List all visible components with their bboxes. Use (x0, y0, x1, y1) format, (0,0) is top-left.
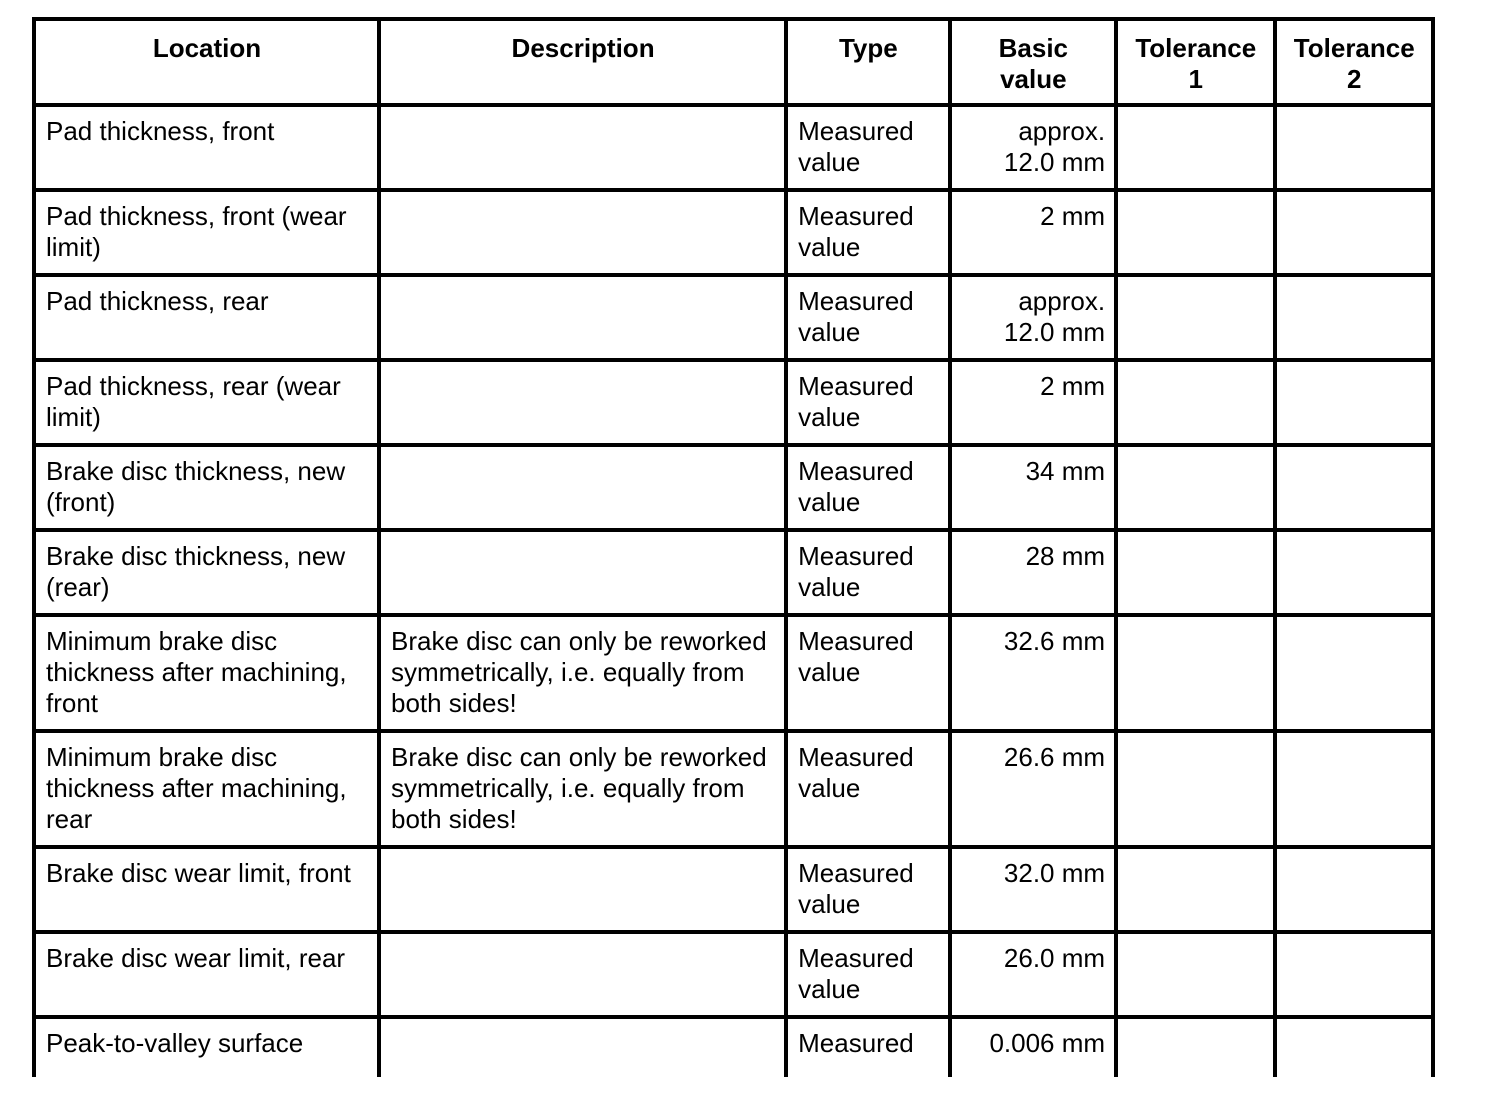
location-cell: Brake disc wear limit, front (34, 847, 379, 932)
type-cell: Measured value (786, 275, 949, 360)
basic-value-cell: approx. 12.0 mm (950, 275, 1116, 360)
table-row (34, 530, 1433, 615)
tolerance-1-cell (1116, 847, 1274, 932)
type-cell: Measured value (786, 360, 949, 445)
description-cell (379, 847, 786, 932)
tolerance-1-cell (1116, 530, 1274, 615)
basic-value-cell: 2 mm (950, 360, 1116, 445)
header-tolerance-1-line2: 1 (1188, 64, 1204, 94)
table-row (34, 190, 1433, 275)
table-row (34, 731, 1433, 847)
table-row (34, 445, 1433, 530)
basic-value-cell: 32.6 mm (950, 615, 1116, 731)
table-row (34, 360, 1433, 445)
basic-value-cell: 26.6 mm (950, 731, 1116, 847)
spec-table-container (32, 17, 1435, 1077)
location-cell: Minimum brake disc thickness after machining, rear (34, 731, 379, 847)
basic-value-cell: 0.006 mm (950, 1017, 1116, 1077)
header-type: Type (786, 19, 949, 105)
table-row (34, 932, 1433, 1017)
header-description: Description (379, 19, 786, 105)
tolerance-2-cell (1275, 932, 1434, 1017)
location-cell: Brake disc thickness, new (front) (34, 445, 379, 530)
location-cell: Peak-to-valley surface (34, 1017, 379, 1077)
type-cell: Measured value (786, 847, 949, 932)
header-tolerance-1-line1: Tolerance (1135, 33, 1257, 63)
description-cell (379, 445, 786, 530)
location-cell: Brake disc wear limit, rear (34, 932, 379, 1017)
type-cell: Measured value (786, 105, 949, 190)
location-cell: Pad thickness, rear (34, 275, 379, 360)
type-cell: Measured value (786, 190, 949, 275)
type-cell: Measured value (786, 731, 949, 847)
header-basic-value (950, 19, 1116, 105)
tolerance-2-cell (1275, 1017, 1434, 1077)
tolerance-1-cell (1116, 615, 1274, 731)
tolerance-2-cell (1275, 530, 1434, 615)
basic-value-cell: 32.0 mm (950, 847, 1116, 932)
header-basic-value-line1: Basic (998, 33, 1069, 63)
basic-value-cell: 34 mm (950, 445, 1116, 530)
tolerance-1-cell (1116, 445, 1274, 530)
description-cell (379, 275, 786, 360)
tolerance-1-cell (1116, 932, 1274, 1017)
header-row (34, 19, 1433, 105)
location-cell: Pad thickness, rear (wear limit) (34, 360, 379, 445)
type-cell: Measured value (786, 445, 949, 530)
description-cell: Brake disc can only be reworked symmetrically, i.e. equally from both sides! (379, 731, 786, 847)
type-cell: Measured value (786, 615, 949, 731)
type-cell: Measured value (786, 530, 949, 615)
description-cell (379, 530, 786, 615)
header-tolerance-1 (1116, 19, 1274, 105)
table-row (34, 275, 1433, 360)
tolerance-2-cell (1275, 105, 1434, 190)
tolerance-1-cell (1116, 731, 1274, 847)
tolerance-1-cell (1116, 275, 1274, 360)
header-tolerance-2-line2: 2 (1347, 64, 1362, 94)
description-cell (379, 360, 786, 445)
table-row (34, 847, 1433, 932)
basic-value-cell: approx. 12.0 mm (950, 105, 1116, 190)
tolerance-2-cell (1275, 731, 1434, 847)
tolerance-2-cell (1275, 847, 1434, 932)
tolerance-2-cell (1275, 360, 1434, 445)
tolerance-1-cell (1116, 190, 1274, 275)
location-cell: Minimum brake disc thickness after machining, front (34, 615, 379, 731)
brake-spec-table (32, 17, 1435, 1077)
table-row (34, 1017, 1433, 1077)
description-cell (379, 1017, 786, 1077)
location-cell: Brake disc thickness, new (rear) (34, 530, 379, 615)
basic-value-cell: 26.0 mm (950, 932, 1116, 1017)
description-cell (379, 190, 786, 275)
tolerance-1-cell (1116, 1017, 1274, 1077)
description-cell (379, 932, 786, 1017)
description-cell: Brake disc can only be reworked symmetrically, i.e. equally from both sides! (379, 615, 786, 731)
table-row (34, 105, 1433, 190)
tolerance-2-cell (1275, 275, 1434, 360)
location-cell: Pad thickness, front (wear limit) (34, 190, 379, 275)
header-basic-value-line2: value (1000, 64, 1067, 94)
tolerance-2-cell (1275, 615, 1434, 731)
header-location: Location (34, 19, 379, 105)
basic-value-cell: 2 mm (950, 190, 1116, 275)
basic-value-cell: 28 mm (950, 530, 1116, 615)
type-cell: Measured value (786, 932, 949, 1017)
tolerance-2-cell (1275, 445, 1434, 530)
type-cell: Measured (786, 1017, 949, 1077)
header-tolerance-2-line1: Tolerance (1293, 33, 1415, 63)
tolerance-1-cell (1116, 105, 1274, 190)
description-cell (379, 105, 786, 190)
tolerance-1-cell (1116, 360, 1274, 445)
tolerance-2-cell (1275, 190, 1434, 275)
table-row (34, 615, 1433, 731)
header-tolerance-2 (1275, 19, 1434, 105)
location-cell: Pad thickness, front (34, 105, 379, 190)
